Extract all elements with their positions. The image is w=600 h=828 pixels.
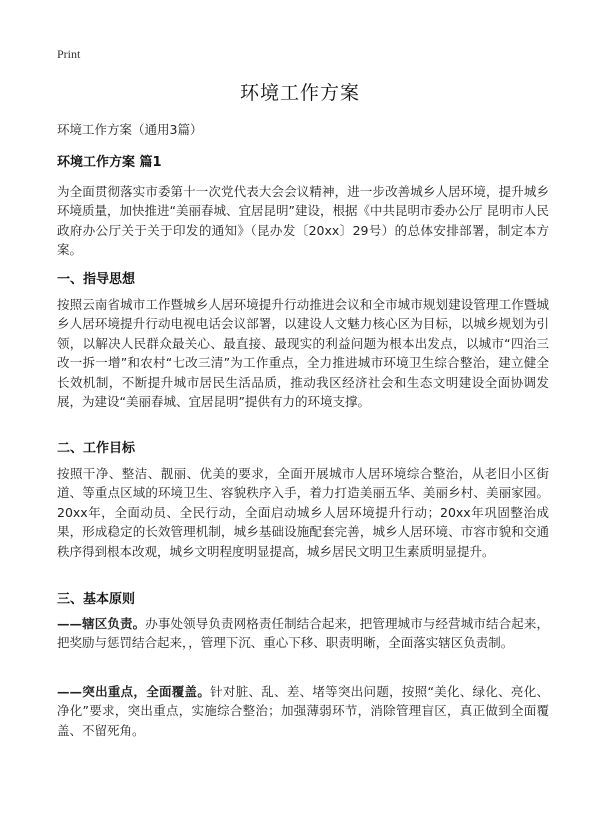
article-heading: 环境工作方案 篇1 (57, 155, 162, 170)
principle-lead: ——突出重点，全面覆盖。 (57, 684, 211, 699)
section-heading-guiding-ideology: 一、指导思想 (57, 272, 136, 287)
section-heading-basic-principles: 三、基本原则 (57, 592, 136, 607)
section-heading-work-goals: 二、工作目标 (57, 441, 136, 456)
intro-paragraph: 为全面贯彻落实市委第十一次党代表大会会议精神，进一步改善城乡人居环境，提升城乡环境质量，加快推进“美丽春城、宜居昆明”建设，根据《中共昆明市委办公厅 昆明市人民政府办公厅关于关于印发的通知》（昆办发〔20xx〕29号）的总体安排部署，制定本方案。 (57, 184, 549, 258)
document-title: 环境工作方案 (239, 82, 360, 104)
print-link[interactable]: Print (57, 47, 81, 61)
principle-lead: ——辖区负责。 (57, 616, 146, 631)
principle-item (57, 614, 549, 653)
principle-text: 办事处领导负责网格责任制结合起来，把管理城市与经营城市结合起来，把奖励与惩罚结合起来，，管理下沉、重心下移、职责明晰，全面落实辖区负责制。 (57, 616, 549, 651)
principle-text: 针对脏、乱、差、堵等突出问题，按照“美化、绿化、亮化、净化”要求，突出重点，实施综合整治；加强薄弱环节，消除管理盲区，真正做到全面覆盖、不留死角。 (57, 684, 549, 738)
work-goals-paragraph: 按照干净、整洁、靓丽、优美的要求，全面开展城市人居环境综合整治，从老旧小区街道、等重点区域的环境卫生、容貌秩序入手，着力打造美丽五华、美丽乡村、美丽家园。20xx年，全面动员、全民行动，全面启动城乡人居环境提升行动；20xx年巩固整治成果，形成稳定的长效管理机制，城乡基础设施配套完善，城乡人居环境、市容市貌和交通秩序得到根本改观，城乡文明程度明显提高，城乡居民文明卫生素质明显提升。 (57, 466, 549, 559)
principle-item (57, 682, 549, 740)
document-subtitle: 环境工作方案（通用3篇） (57, 122, 203, 137)
guiding-ideology-paragraph: 按照云南省城市工作暨城乡人居环境提升行动推进会议和全市城市规划建设管理工作暨城乡人居环境提升行动电视电话会议部署，以建设人文魅力核心区为目标，以城乡规划为引领，以解决人民群众最关心、最直接、最现实的利益问题为根本出发点，以城市“四治三改一拆一增”和农村“七改三清”为工作重点，全力推进城市环境卫生综合整治，建立健全长效机制，不断提升城市居民生活品质，推动我区经济社会和生态文明建设全面协调发展，为建设“美丽春城、宜居昆明”提供有力的环境支撑。 (57, 297, 549, 410)
